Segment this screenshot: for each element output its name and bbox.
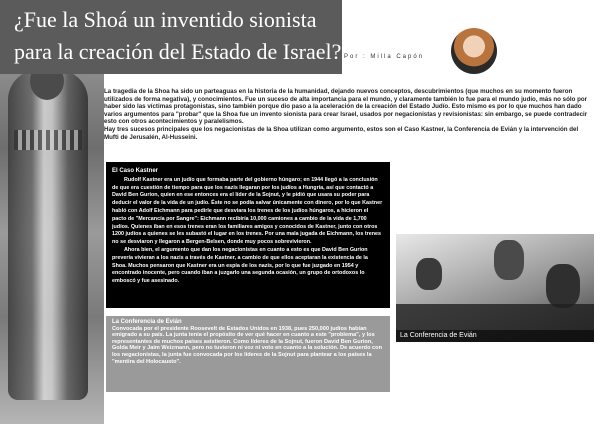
evian-heading: La Conferencia de Evián [112, 319, 182, 325]
kastner-paragraph-2: Ahora bien, el argumento que dan los negacionistas en cuanto a esto es que David Ben Gurion prevería vivieran a los nazis a través de Kastner, a cambio de que ellos aceptaran la existencia de la Shoa. Muchos pensaron que Kastner era un espía de los nazis, por lo que fue juzgado en 1954 y encontrado inocente, pero cuando iban a juzgarlo una segunda ocasión, un grupo de ortodoxos lo emboscó y fue asesinado. [112, 246, 368, 285]
kastner-heading: El Caso Kastner [112, 168, 159, 174]
photo-figure [8, 70, 88, 400]
intro-paragraph-2: Hay tres sucesos principales que los negacionistas de la Shoa utilizan como argumento, estos son el Caso Kastner, la Conferencia de Evián y la intervención del Mufti de Jerusalén, Al-Husseini. [104, 125, 579, 141]
page-title: ¿Fue la Shoá un inventido sionista para la creación del Estado de Israel? [14, 7, 342, 64]
intro-text [104, 88, 594, 141]
author-avatar [451, 28, 497, 74]
title-banner [0, 0, 342, 74]
author-byline: Por : Milla Capón [344, 54, 425, 60]
kastner-paragraph-1: Rudolf Kastner era un judío que formaba parte del gobierno húngaro; en 1944 llegó a la conclusión de que era cuestión de tiempo para que los nazis llegaran por los judíos a Hungría, así que contactó a David Ben Gurion, quien en ese entonces era el líder de la Sojnut, y le pidió que usara su poder para deducir el valor de la vida de un judío. Éste no se podía salvar únicamente con dinero, por lo que Kastner habló con Adolf Eichmann para pedirle que desviara los trenes de los judíos húngaros, a hicieron el pacto de "Mercancía por Sangre": Eichmann recibiría 10,000 camiones a cambio de la vida de 1,700 judíos. Quienes iban en esos trenes eran los familiares amigos y conocidos de Kastner, junto con otros 1200 judíos a quienes se les subastó el lugar en los trenes. Por una mala jugada de Eichmann, los trenes no se desviaron y llegaron a Bergen-Belsen, donde muy pocos sobrevivieron. [112, 176, 383, 246]
photo-prayer-shawl [14, 130, 82, 150]
kastner-box [106, 162, 390, 308]
photo-caption: La Conferencia de Evián [396, 330, 594, 342]
photo-person [416, 258, 442, 290]
photo-person [546, 264, 580, 308]
intro-paragraph-1: La tragedia de la Shoa ha sido un parteaguas en la historia de la humanidad, dejando nuevos conceptos, descubrimientos (que muchos en su momento fueron utilizados de forma negativa), y conocimientos. Fue un suceso de alta importancia para el mundo, y claramente también lo fue para el mundo judío, más no sólo por haber sido las víctimas protagonistas, sino también porque dio paso a la aceleración de la creación del Estado Judío. Esto mismo es por lo que muchos han dado varios argumentos para "probar" que la Shoa fue un invento sionista para crear Israel, usados por negacionistas y revisionistas: sin embargo, se puede contradecir esto con otros acontecimientos y paralelismos. [104, 88, 588, 126]
evian-box [106, 316, 390, 392]
evian-text: Convocada por el presidente Roosevelt de Estados Unidos en 1938, pues 250,000 judíos habían emigrado a su país. La junta tenía el propósito de ver qué hacer en cuanto a este "problema", y los representantes de muchos países asistieron. Como líderes de la Sojnut, fueron David Ben Gurion, Golda Meir y Jaim Weizmann, pero no tuvieron ni voz ni voto en cuanto a la solución. De acuerdo con los negacionistas, la junta fue convocada por los líderes de la Sojnut para plantear a los países la "mentira del Holocausto". [112, 325, 382, 365]
evian-conference-photo [396, 234, 594, 342]
photo-person [494, 240, 524, 280]
